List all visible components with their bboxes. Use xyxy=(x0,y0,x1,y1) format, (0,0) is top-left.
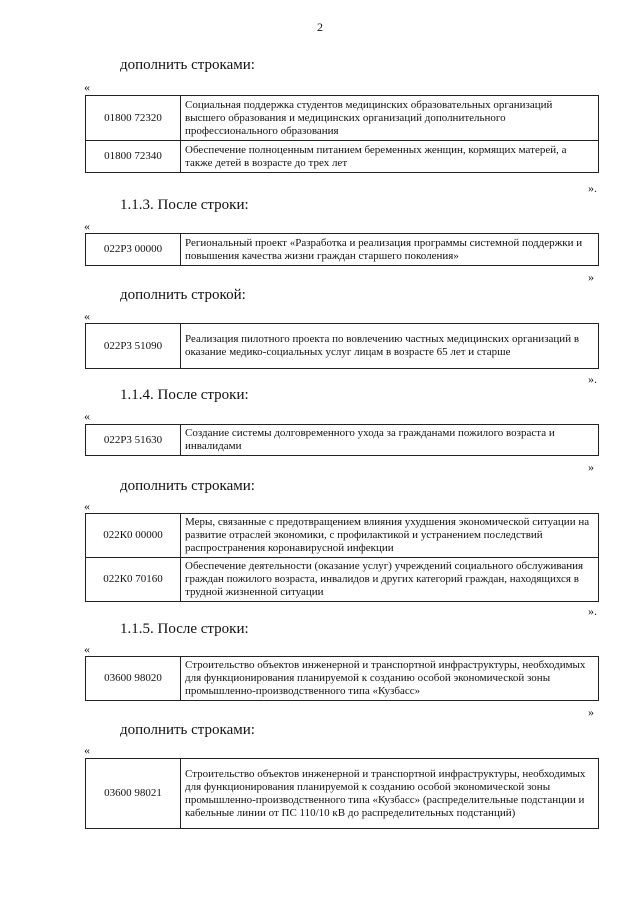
opening-quote: « xyxy=(84,309,90,323)
budget-code-cell: 01800 72320 xyxy=(86,96,181,141)
table-row xyxy=(86,558,599,602)
table-row xyxy=(86,657,599,701)
budget-code-cell: 022Р3 00000 xyxy=(86,234,181,266)
budget-code-cell: 03600 98021 xyxy=(86,759,181,829)
block-heading: 1.1.4. После строки: xyxy=(120,387,249,403)
block-heading: дополнить строками: xyxy=(120,57,255,73)
table-row xyxy=(86,514,599,558)
closing-quote: ». xyxy=(588,372,597,386)
closing-quote: » xyxy=(588,460,594,474)
code-table xyxy=(85,233,599,266)
block-heading: дополнить строками: xyxy=(120,478,255,494)
block-heading: дополнить строкой: xyxy=(120,287,246,303)
description-cell: Обеспечение полноценным питанием беременных женщин, кормящих матерей, а также детей в возрасте до трех лет xyxy=(181,141,599,173)
budget-code-cell: 022К0 70160 xyxy=(86,558,181,602)
description-cell: Строительство объектов инженерной и транспортной инфраструктуры, необходимых для функционирования планируемой к созданию особой экономической зоны промышленно-производственного типа «Кузбасс» (распределительные подстанции и кабельные линии от ПС 110/10 кВ до распределительных подстанций) xyxy=(181,759,599,829)
page-number: 2 xyxy=(317,20,323,34)
closing-quote: » xyxy=(588,270,594,284)
opening-quote: « xyxy=(84,409,90,423)
description-cell: Социальная поддержка студентов медицинских образовательных организаций высшего образования и медицинских организаций дополнительного профессионального образования xyxy=(181,96,599,141)
table-row xyxy=(86,96,599,141)
description-cell: Реализация пилотного проекта по вовлечению частных медицинских организаций в оказание медико-социальных услуг лицам в возрасте 65 лет и старше xyxy=(181,324,599,369)
budget-code-cell: 022Р3 51630 xyxy=(86,425,181,456)
description-cell: Меры, связанные с предотвращением влияния ухудшения экономической ситуации на развитие отраслей экономики, с профилактикой и устранением последствий распространения коронавирусной инфекции xyxy=(181,514,599,558)
table-row xyxy=(86,324,599,369)
table-row xyxy=(86,141,599,173)
code-table xyxy=(85,424,599,456)
description-cell: Строительство объектов инженерной и транспортной инфраструктуры, необходимых для функционирования планируемой к созданию особой экономической зоны промышленно-производственного типа «Кузбасс» xyxy=(181,657,599,701)
budget-code-cell: 022Р3 51090 xyxy=(86,324,181,369)
code-table xyxy=(85,323,599,369)
block-heading: дополнить строками: xyxy=(120,722,255,738)
opening-quote: « xyxy=(84,80,90,94)
opening-quote: « xyxy=(84,743,90,757)
closing-quote: » xyxy=(588,705,594,719)
code-table xyxy=(85,95,599,173)
closing-quote: ». xyxy=(588,604,597,618)
description-cell: Региональный проект «Разработка и реализация программы системной поддержки и повышения качества жизни граждан старшего поколения» xyxy=(181,234,599,266)
budget-code-cell: 022К0 00000 xyxy=(86,514,181,558)
code-table xyxy=(85,513,599,602)
opening-quote: « xyxy=(84,219,90,233)
closing-quote: ». xyxy=(588,181,597,195)
budget-code-cell: 01800 72340 xyxy=(86,141,181,173)
block-heading: 1.1.3. После строки: xyxy=(120,197,249,213)
description-cell: Обеспечение деятельности (оказание услуг) учреждений социального обслуживания граждан пожилого возраста, инвалидов и других категорий граждан, находящихся в трудной жизненной ситуации xyxy=(181,558,599,602)
description-cell: Создание системы долговременного ухода за гражданами пожилого возраста и инвалидами xyxy=(181,425,599,456)
code-table xyxy=(85,656,599,701)
opening-quote: « xyxy=(84,499,90,513)
code-table xyxy=(85,758,599,829)
table-row xyxy=(86,425,599,456)
table-row xyxy=(86,234,599,266)
table-row xyxy=(86,759,599,829)
block-heading: 1.1.5. После строки: xyxy=(120,621,249,637)
opening-quote: « xyxy=(84,642,90,656)
budget-code-cell: 03600 98020 xyxy=(86,657,181,701)
